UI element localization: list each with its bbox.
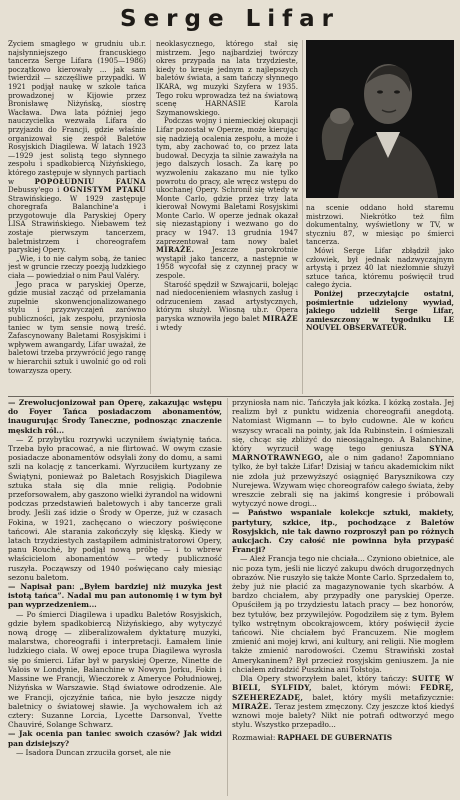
credit-name: RAPHAEL DE GUBERNATIS: [277, 733, 393, 743]
work-title: MIRAŻE: [262, 314, 298, 323]
paragraph: [8, 40, 146, 255]
interview-answer: — Po śmierci Diagilewa i upadku Baletów Rosyjskich, gdzie byłem spadkobiercą Niżyńskiego, aby wytyczyć nową drogę — zliberalizowałem dyktaturę muzyki, malarstwa, choreografii i interpretacji. Łamałem linie ludzkiego ciała. W owej epoce trupa Diagilewa wyrosła się po śmierci. Lifar był w paryskiej Operze, Ninette de Valois w Londynie, Balanchine w Nowym Jorku, Fokin i Massine we Francji, Wieczorek z Ameryce Południowej, Niżyńska w Warszawie. Stąd światowe odrodzenie. Ale we Francji, ojczyźnie tańca, nie było jeszcze nigdy baletnicy o światowej sławie. Ja wychowałem ich aż cztery: Suzanne Lorcia, Lycette Darsonval, Yvette Chauviré, Solange Schwarz.: [8, 609, 222, 730]
paragraph-text: Debussy'ego i: [8, 185, 60, 195]
source-note: Serge Lifar, zamieszczony w tygodniku LE NOUVEL OBSERVATEUR.: [306, 306, 454, 333]
column-divider: [302, 40, 303, 394]
paragraph: [156, 117, 298, 280]
column-divider: [150, 40, 151, 394]
paragraph-text: Strawińskiego. W 1929 zastępuje choregrafa Balanchine'a i przygotowuje dla Paryskiej Opery LISA Strawińskiego. Niebawem też zostaje pierwszym tancerzem, baletmistrzem i choreografem paryskiej Opery.: [8, 193, 146, 255]
article-title: Serge Lifar: [120, 6, 340, 32]
top-column-3: [306, 204, 454, 394]
interviewer-credit: [232, 733, 454, 742]
paragraph-text: ale o nim gadano! Zapomniano tylko, że był także Lifar! Dzisiaj w tańcu akademickim nikt nie zdoła już przewyższyć osiągnięć Barysznikowa czy Nurejewa. Wzywam więc choreografów całego świata, żeby wreszcie zebrali się na jakimś kongresie i próbowali wytyczyć nowe drogi...: [232, 453, 454, 509]
paragraph: Mówi Serge Lifar zbłądził jako człowiek, był jednak nadzwyczajnym artystą i przez 40 lat niezłomnie służył sztuce tańca, któremu poświęcił trud całego życia.: [306, 245, 454, 290]
interview-question: — Zrewolucjonizował pan Operę, zakazując wstępu do Foyer Tańca posiadaczom abonamentów, inaugurując Środy Taneczne, podnosząc znaczenie męskich ról...: [8, 398, 222, 435]
paragraph-text: przyniosła nam nic. Tańczyła jak kózka. I kózką została. Jej realizm był z punktu widzenia choreografii anegdotą. Natomiast Wigmann — to było cudowne. Ale w końcu wszyscy wracali na pointy, jak Ida Rubinstein. I ośmieszali się, chcąc się zbliżyć do nieosiągalnego. A Balanchine, który wyrzucił wagę tego geniusza: [232, 398, 454, 454]
interview-question: — Napisał pan: „Byłem bardziej niż muzyka jest istotą tańca”. Nadal mu pan autonomię i w tym był pan wyprzedzeniem...: [8, 582, 222, 610]
paragraph: [306, 290, 454, 333]
work-title: FEDRĘ, SZEHEREZADĘ,: [232, 683, 454, 702]
work-title: OGNISTYM PTAKU: [63, 185, 146, 195]
top-column-2: [156, 40, 298, 394]
interview-answer: — Z przybytku rozrywki uczyniłem świątynię tańca. Trzeba było pracować, a nie flirtować. W owym czasie posiadacze abonamentów odsyłali żony do domu, a sami szli na kolację z tancerkami. Wyrzuciłem kurtyzany ze Świątyni, ponieważ po Baletach Rosyjskich Diagilewa sztuka stała się dla mnie religią. Podobnie przeforsowałem, aby gaszono wielki żyrandol na widowni podczas przedstawień baletowych i aby tancerze grali brody. Jeśli zaś idzie o Środy w Operze, już w czasach Fokina, w 1921, zachęcano o wieczory poświęcone tańcowi. Ale starania zakończyły się klęską. Kiedy w latach trzydziestych zastąpiłem administratorowi Opery, panu Rouché, by podjął nową próbę — i to wbrew właścicielom abonamentów — wtedy publiczność ruszyła. Począwszy od 1940 poświęcano cały miesiąc sezonu baletom.: [8, 434, 222, 582]
work-title: MIRAŻE.: [156, 245, 195, 255]
column-divider: [227, 398, 228, 796]
paragraph-text: Dla Opery stworzyłem balet, który tańczy:: [240, 674, 408, 684]
work-title: MIRAŻE.: [232, 701, 272, 711]
portrait-image: [306, 40, 454, 198]
paragraph-text: Teraz jestem zmęczony. Czy jeszcze ktoś kiedyś wznowi moje balety? Nikt nie potrafi odtworzyć mego stylu. Wszystko przepadło...: [232, 701, 454, 730]
paragraph-text: i wtedy: [156, 322, 182, 332]
paragraph: na scenie oddano hołd staremu mistrzowi. Niekrótko też film dokumentalny, wyświetlony w TV, w styczniu 87, w miesiąc po śmierci tancerza.: [306, 204, 454, 247]
paragraph-text: Podczas wojny i niemieckiej okupacji Lifar pozostał w Operze, może kierując się nadzieją ocalenia zespołu, a może i tym, aby zachować to, co przez lata budował. Decyzja ta silnie zaważyła na jego dalszych losach. Za karę po wyzwoleniu zakazano mu nie tylko powrotu do pracy, ale wręcz wstępu do ukochanej Opery. Schronił się wtedy w Monte Carlo, gdzie przez trzy lata kierował Nowymi Baletami Rosyjskimi Monte Carlo. W operze jednak okazał się niezastąpiony i wezwano go do pracy w 1947. 13 grudnia 1947 zaprezentował tam nowy balet: [156, 116, 298, 246]
paragraph-text: Starość spędził w Szwajcarii, bolejąc nad niedocenieniem własnych zasług i odrzuceniem zasad artystycznych, którym służył. Wiosną ub.r. Opera paryska wznowiła jego balet: [156, 279, 298, 323]
paragraph-text: Jeszcze parokrotnie wystąpił jako tancerz, a następnie w 1958 wycofał się z czynnej pracy w zespole.: [156, 245, 298, 281]
work-title: SUITĘ W BIELI, SYLFIDY,: [232, 674, 454, 693]
top-column-1: [8, 40, 146, 394]
interview-answer: — Isadora Duncan zrzuciła gorset, ale nie: [16, 747, 171, 757]
portrait-photo: [306, 40, 454, 198]
interview-question: — Jak ocenia pan taniec swoich czasów? Jak widzi pan dzisiejszy?: [8, 729, 222, 748]
work-title: POPOŁUDNIU FAUNA: [34, 176, 146, 186]
interview-answer: — Ależ Francja tego nie chciała... Czyniono obietnice, ale nic poza tym, jeśli nie liczyć zakupu dwóch drugorzędnych obrazów. Nie ruszyło się także Monte Carlo. Sprzedałem to, żeby już nie płacić za magazynowanie tych skarbów. A bardzo chciałem, aby przypadły one paryskiej Operze. Opuściłem ją po trzydziestu latach pracy — bez honorów, bez tytułów, bez przywilejów. Pogodziłem się z tym. Byłem tylko wstrętnym obcokrajowcem, który poświęcił życie tańcowi. Nie chciałem być Francuzem. Nie mogłem zmienić ani mojej krwi, ani kultury, ani religii. Nie mogłem także zmienić narodowości. Czemu Strawiński został Amerykaninem? Był przecież rosyjskim geniuszem. Ja nie chciałem zdradzić Puszkina ani Tołstoja.: [232, 554, 454, 674]
paragraph: „Wie, i to nie całym sobą, że taniec jest w gruncie rzeczy poezją ludzkiego ciała — powiedział o nim Paul Valéry.: [8, 253, 146, 281]
interview-column-2: [232, 398, 454, 796]
paragraph-text: balet, którym mówi:: [321, 683, 411, 693]
work-title: SYNA MARNOTRAWNEGO,: [232, 444, 454, 463]
paragraph: [156, 281, 298, 333]
paragraph: [232, 398, 454, 508]
paragraph-text: balet, który myśli metafizycznie:: [312, 692, 454, 702]
section-rule: [8, 396, 454, 397]
paragraph: [232, 674, 454, 729]
credit-label: Rozmawiał:: [232, 733, 276, 743]
paragraph-text: Poniżej przeczytajcie ostatni, pośmiertnie udzielony wywiad, jakiego udzielił: [306, 288, 454, 316]
paragraph: neoklasycznego, którego stał się mistrzem. Jego najbardziej twórczy okres przypada na lata trzydzieste, kiedy to kreuje jednym z najlepszych baletów świata, a sam tańczy słynnego IKARA, wg muzyki Szyfera w 1935. Tego roku wprowadza też na światową scenę HARNASIE Karola Szymanowskiego.: [156, 40, 298, 117]
paragraph-text: Życiem smagłego w grudniu ub.r. najsłynniejszego francuskiego tancerza Serge Lifara (1905—1986) początkowo kierowały ... jak sam twierdził — szczęśliwe przypadki. W 1921 podjął naukę w szkole tańca prowadzonej w Kijowie przez Bronisławę Niżyńską, siostrę Wacława. Dwa lata później jego nauczycielka wezwała Lifara do przyjazdu do Francji, gdzie właśnie organizował się zespół Baletów Rosyjskich Diagilewa. W latach 1923—1929 jest solistą tego słynnego zespołu i spadkobiercą Niżyńskiego, którego zastępuje w słynnych partiach w: [8, 40, 146, 186]
interview-question: — Państwo wspaniale kolekcje sztuki, makiety, partytury, szkice, itp., pochodzące z Baletów Rosyjskich, nie tak dawno rozproszył pan po różnych aukcjach. Czy całość nie powinna była przypaść Francji?: [232, 508, 454, 555]
interview-column-1: [8, 398, 222, 796]
paragraph: Jego praca w paryskiej Operze, gdzie musiał zacząć od przełamania zupełnie skonwencjonalizowanego stylu i przyzwyczajeń zarówno publiczności, jak zespołu, przyniosła taniec w tym sensie nową treść. Zafascynowany Baletami Rosyjskimi i wpływem awangardy, Lifar uważał, że baletowi trzeba przywrócić jego rangę w hierarchii sztuk i uwolnić go od roli towarzysza opery.: [8, 279, 146, 375]
